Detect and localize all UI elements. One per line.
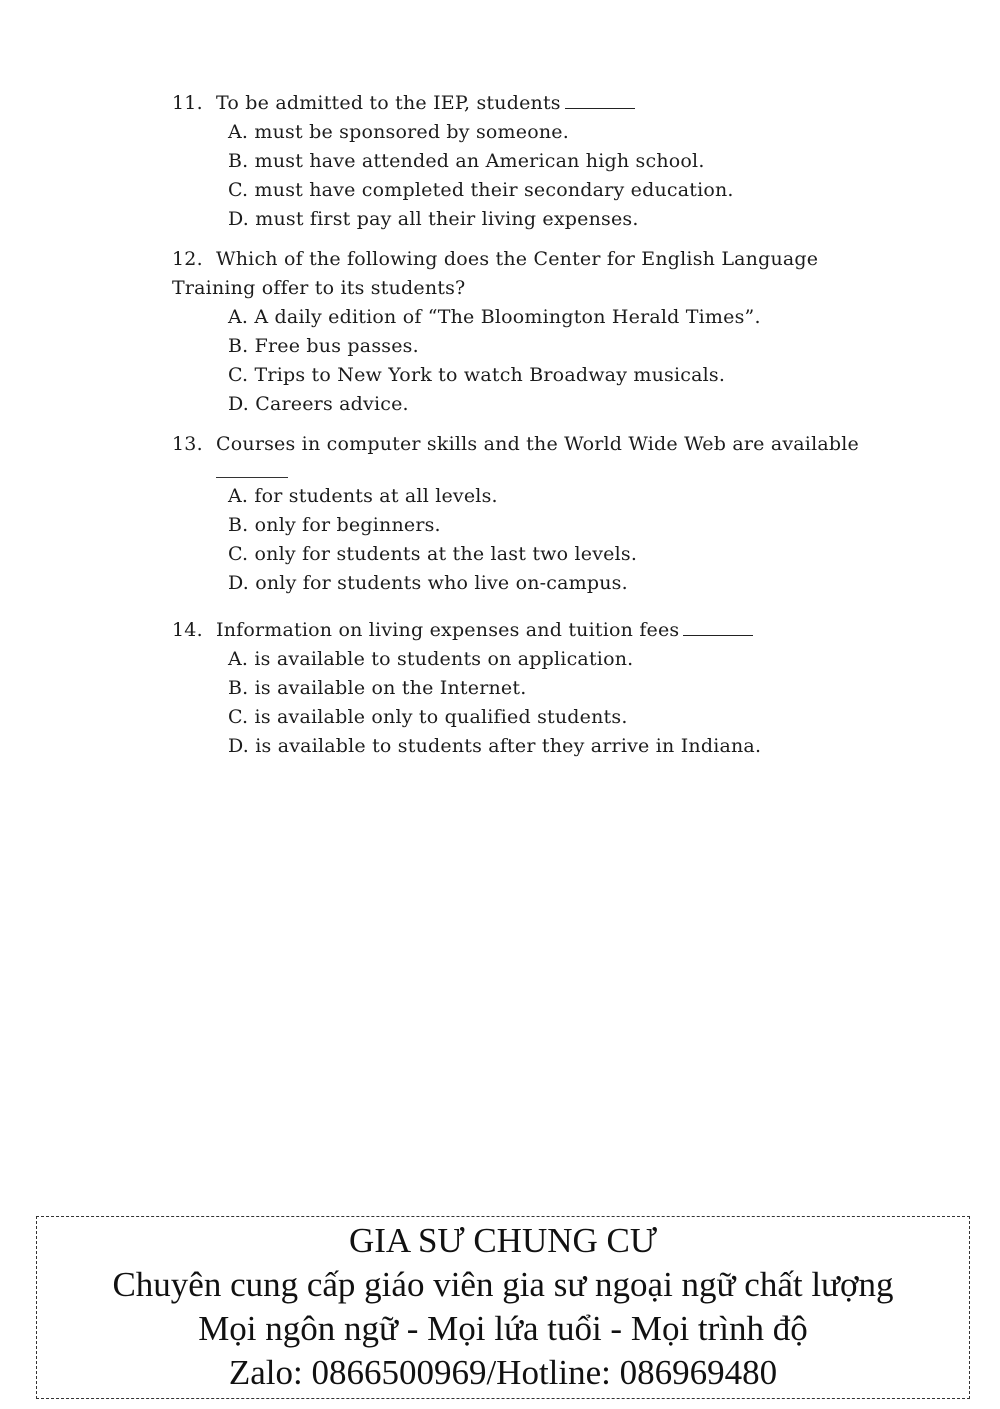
option-list [172,482,972,598]
option-c: C. must have completed their secondary education. [228,179,734,201]
question-stem-continued: Training offer to its students? [172,277,466,299]
question-stem [172,89,972,118]
answer-blank [565,107,635,109]
option-c: C. only for students at the last two levels. [228,543,638,565]
footer-tagline: Chuyên cung cấp giáo viên gia sư ngoại ngữ chất lượng [112,1265,894,1304]
question-stem [172,616,972,645]
option-c: C. is available only to qualified students. [228,706,628,728]
option-c: C. Trips to New York to watch Broadway musicals. [228,364,726,386]
question-13 [172,430,972,598]
question-number: 14. [172,619,203,641]
option-list [172,118,972,234]
footer-contact: Zalo: 0866500969/Hotline: 086969480 [228,1353,778,1392]
option-a: A. must be sponsored by someone. [228,121,569,143]
option-b: B. only for beginners. [228,514,441,536]
option-b: B. is available on the Internet. [228,677,527,699]
option-b: B. Free bus passes. [228,335,419,357]
question-number: 13. [172,433,203,455]
question-11 [172,89,972,234]
footer-title: GIA SƯ CHUNG CƯ [348,1221,658,1260]
question-number: 12. [172,248,203,270]
option-a: A. is available to students on application. [228,648,634,670]
option-d: D. only for students who live on-campus. [228,572,628,594]
question-stem [172,245,972,274]
question-text: To be admitted to the IEP, students [216,92,561,114]
question-text: Courses in computer skills and the World Wide Web are available [216,433,859,455]
option-a: A. for students at all levels. [228,485,498,507]
question-text: Which of the following does the Center for English Language [216,248,819,270]
question-12 [172,245,972,419]
option-d: D. is available to students after they arrive in Indiana. [228,735,762,757]
option-d: D. must first pay all their living expenses. [228,208,639,230]
question-stem [172,430,972,459]
footer-ad-box [36,1216,970,1399]
option-list [172,645,972,761]
answer-blank [683,634,753,636]
option-d: D. Careers advice. [228,393,409,415]
question-number: 11. [172,92,203,114]
option-a: A. A daily edition of “The Bloomington Herald Times”. [228,306,761,328]
question-14 [172,616,972,761]
option-list [172,303,972,419]
question-text: Information on living expenses and tuition fees [216,619,680,641]
option-b: B. must have attended an American high school. [228,150,705,172]
answer-blank [216,459,288,478]
footer-slogan: Mọi ngôn ngữ - Mọi lứa tuổi - Mọi trình độ [198,1309,808,1348]
